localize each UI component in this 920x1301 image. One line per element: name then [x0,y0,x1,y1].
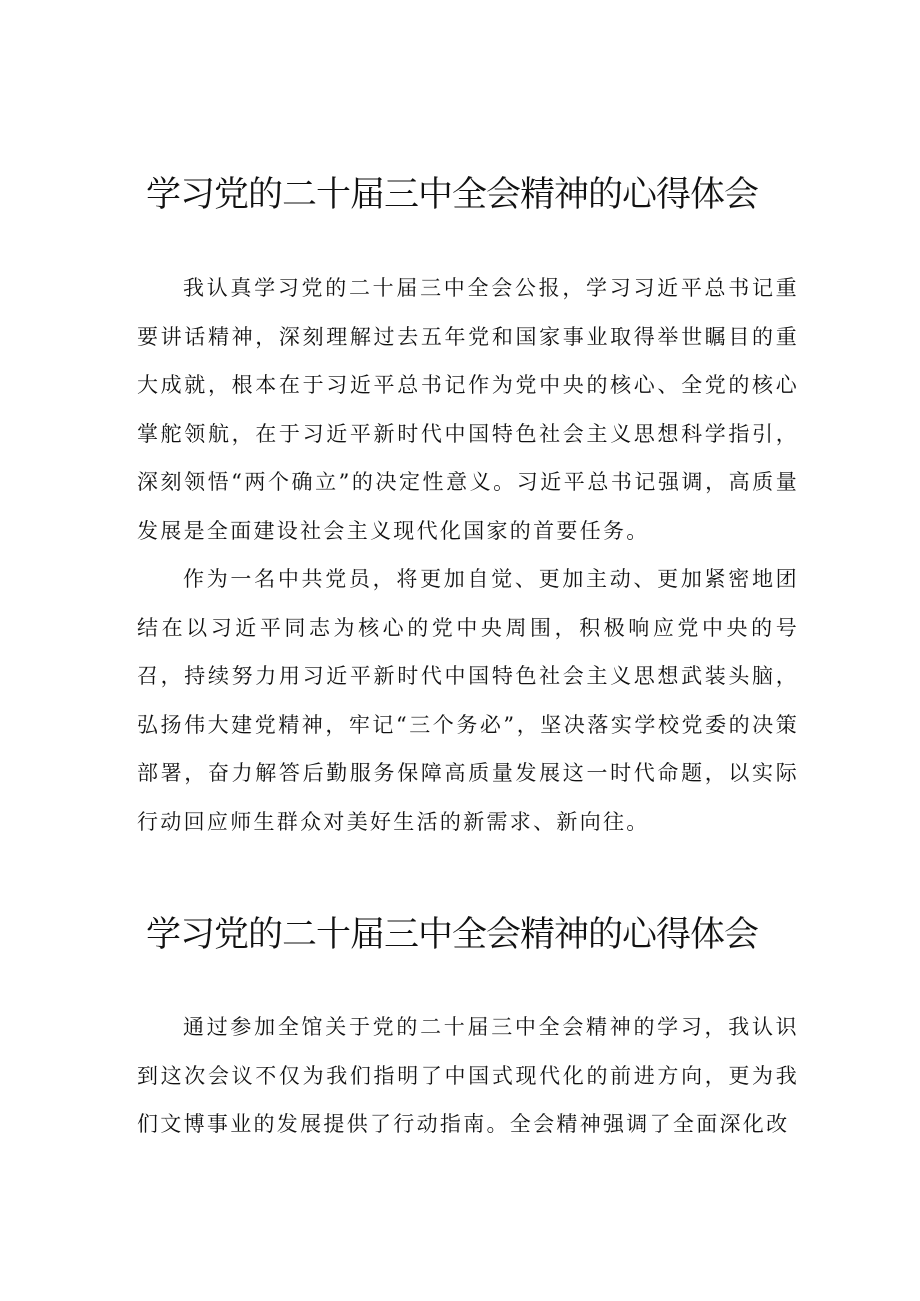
section-2-paragraph-1: 通过参加全馆关于党的二十届三中全会精神的学习，我认识到这次会议不仅为我们指明了中国式现代化的前进方向，更为我们文博事业的发展提供了行动指南。全会精神强调了全面深化改 [137,1015,799,1137]
section-1-title: 学习党的二十届三中全会精神的心得体会 [146,175,759,215]
section-2-title: 学习党的二十届三中全会精神的心得体会 [146,915,759,955]
section-1-paragraph-1: 我认真学习党的二十届三中全会公报，学习习近平总书记重要讲话精神，深刻理解过去五年党和国家事业取得举世瞩目的重大成就，根本在于习近平总书记作为党中央的核心、全党的核心掌舵领航，在于习近平新时代中国特色社会主义思想科学指引，深刻领悟“两个确立”的决定性意义。习近平总书记强调，高质量发展是全面建设社会主义现代化国家的首要任务。 [137,276,799,543]
section-1-paragraph-2: 作为一名中共党员，将更加自觉、更加主动、更加紧密地团结在以习近平同志为核心的党中央周围，积极响应党中央的号召，持续努力用习近平新时代中国特色社会主义思想武装头脑，弘扬伟大建党精神，牢记“三个务必”，坚决落实学校党委的决策部署，奋力解答后勤服务保障高质量发展这一时代命题，以实际行动回应师生群众对美好生活的新需求、新向往。 [137,567,799,834]
